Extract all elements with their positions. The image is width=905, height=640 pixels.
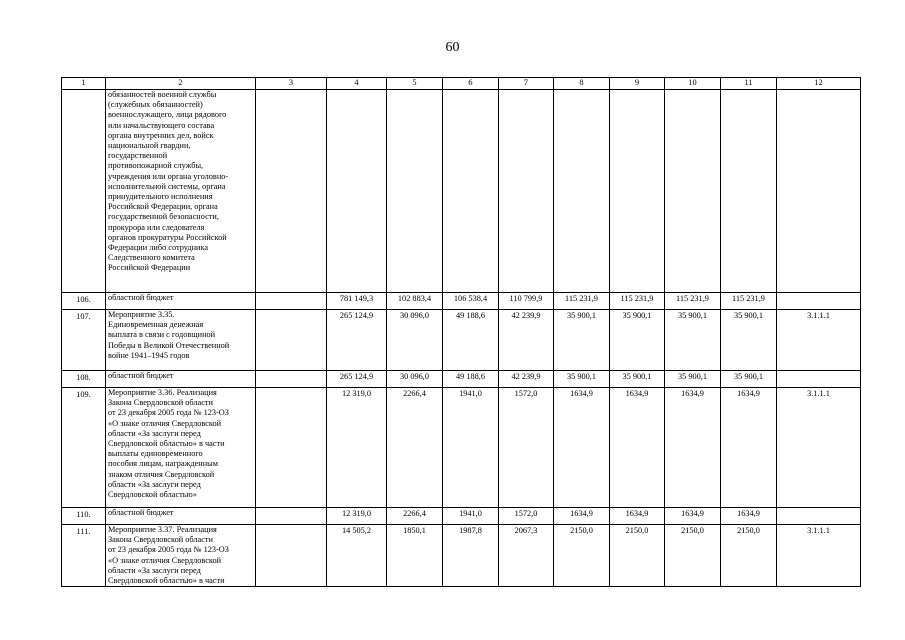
table-row [62, 508, 861, 525]
value-cell: 265 124,9 [327, 310, 387, 371]
value-cell: 781 149,3 [327, 293, 387, 310]
target-code-cell [777, 371, 861, 388]
value-cell: 115 231,9 [721, 293, 777, 310]
description-cell: областной бюджет [106, 371, 256, 388]
value-cell: 35 900,1 [665, 371, 721, 388]
column-header: 3 [256, 78, 327, 90]
description-cell: Мероприятие 3.37. Реализация Закона Свердловской области от 23 декабря 2005 года № 123-ОЗ «О знаке отличия Свердловской области «За заслуги перед Свердловской областью» в части [106, 525, 256, 587]
row-number-cell: 110. [62, 508, 106, 525]
target-code-cell: 3.1.1.1 [777, 388, 861, 508]
table-header-row [62, 78, 861, 90]
column-3-cell [256, 371, 327, 388]
column-header: 10 [665, 78, 721, 90]
value-cell [554, 90, 610, 293]
table-row [62, 293, 861, 310]
description-cell: Мероприятие 3.35. Единовременная денежная выплата в связи с годовщиной Победы в Великой Отечественной войне 1941–1945 годов [106, 310, 256, 371]
value-cell: 115 231,9 [554, 293, 610, 310]
column-header: 12 [777, 78, 861, 90]
table-row [62, 90, 861, 293]
value-cell: 1634,9 [554, 388, 610, 508]
column-header: 1 [62, 78, 106, 90]
target-code-cell [777, 508, 861, 525]
row-number-cell: 111. [62, 525, 106, 587]
value-cell: 2150,0 [665, 525, 721, 587]
row-number-cell: 108. [62, 371, 106, 388]
value-cell: 12 319,0 [327, 508, 387, 525]
value-cell [387, 90, 443, 293]
value-cell: 1634,9 [665, 508, 721, 525]
value-cell: 35 900,1 [610, 371, 665, 388]
value-cell: 106 538,4 [443, 293, 499, 310]
target-code-cell: 3.1.1.1 [777, 525, 861, 587]
value-cell: 1634,9 [610, 388, 665, 508]
target-code-cell [777, 293, 861, 310]
value-cell: 2266,4 [387, 388, 443, 508]
row-number-cell: 109. [62, 388, 106, 508]
table-row [62, 525, 861, 587]
value-cell: 35 900,1 [665, 310, 721, 371]
column-3-cell [256, 525, 327, 587]
description-cell: обязанностей военной службы (служебных обязанностей) военнослужащего, лица рядового или начальствующего состава органа внутренних дел, войск национальной гвардии, государственной противопожарной службы, учреждения или органа уголовно- исполнительной системы, органа принудительного исполнения Российской Федерации, органа государственной безопасности, прокурора или следователя органов прокуратуры Российской Федерации либо сотрудника Следственного комитета Российской Федерации [106, 90, 256, 293]
budget-table [61, 77, 861, 587]
column-header: 11 [721, 78, 777, 90]
value-cell: 115 231,9 [665, 293, 721, 310]
column-3-cell [256, 90, 327, 293]
column-3-cell [256, 388, 327, 508]
value-cell: 12 319,0 [327, 388, 387, 508]
value-cell: 102 883,4 [387, 293, 443, 310]
value-cell: 1634,9 [721, 508, 777, 525]
row-number-cell: 106. [62, 293, 106, 310]
value-cell: 2067,3 [499, 525, 554, 587]
value-cell: 2150,0 [554, 525, 610, 587]
value-cell: 1634,9 [721, 388, 777, 508]
value-cell: 1634,9 [554, 508, 610, 525]
value-cell: 49 188,6 [443, 371, 499, 388]
value-cell [327, 90, 387, 293]
value-cell: 1941,0 [443, 388, 499, 508]
column-3-cell [256, 508, 327, 525]
row-number-cell: 107. [62, 310, 106, 371]
table-body [62, 90, 861, 587]
description-cell: Мероприятие 3.36. Реализация Закона Свердловской области от 23 декабря 2005 года № 123-ОЗ «О знаке отличия Свердловской области «За заслуги перед Свердловской областью» в части выплаты единовременного пособия лицам, награжденным знаком отличия Свердловской области «За заслуги перед Свердловской областью» [106, 388, 256, 508]
target-code-cell: 3.1.1.1 [777, 310, 861, 371]
column-3-cell [256, 310, 327, 371]
value-cell: 35 900,1 [610, 310, 665, 371]
description-cell: областной бюджет [106, 508, 256, 525]
column-header: 9 [610, 78, 665, 90]
row-number-cell [62, 90, 106, 293]
column-header: 5 [387, 78, 443, 90]
value-cell [443, 90, 499, 293]
value-cell: 1941,0 [443, 508, 499, 525]
value-cell: 14 505,2 [327, 525, 387, 587]
value-cell: 30 096,0 [387, 310, 443, 371]
value-cell: 1634,9 [665, 388, 721, 508]
value-cell: 1634,9 [610, 508, 665, 525]
column-header: 8 [554, 78, 610, 90]
value-cell: 2266,4 [387, 508, 443, 525]
value-cell [665, 90, 721, 293]
value-cell: 1987,8 [443, 525, 499, 587]
page-number: 60 [445, 40, 460, 55]
column-3-cell [256, 293, 327, 310]
value-cell: 35 900,1 [554, 371, 610, 388]
value-cell: 42 239,9 [499, 310, 554, 371]
column-header: 7 [499, 78, 554, 90]
value-cell: 1572,0 [499, 388, 554, 508]
value-cell: 265 124,9 [327, 371, 387, 388]
value-cell: 35 900,1 [721, 371, 777, 388]
value-cell [610, 90, 665, 293]
value-cell: 2150,0 [610, 525, 665, 587]
value-cell: 30 096,0 [387, 371, 443, 388]
value-cell: 35 900,1 [554, 310, 610, 371]
value-cell: 2150,0 [721, 525, 777, 587]
description-cell: областной бюджет [106, 293, 256, 310]
value-cell: 115 231,9 [610, 293, 665, 310]
value-cell: 42 239,9 [499, 371, 554, 388]
value-cell [499, 90, 554, 293]
value-cell: 35 900,1 [721, 310, 777, 371]
column-header: 2 [106, 78, 256, 90]
table-row [62, 371, 861, 388]
value-cell: 49 188,6 [443, 310, 499, 371]
value-cell: 1850,1 [387, 525, 443, 587]
table-row [62, 310, 861, 371]
value-cell: 110 799,9 [499, 293, 554, 310]
value-cell: 1572,0 [499, 508, 554, 525]
table-row [62, 388, 861, 508]
column-header: 4 [327, 78, 387, 90]
target-code-cell [777, 90, 861, 293]
value-cell [721, 90, 777, 293]
column-header: 6 [443, 78, 499, 90]
